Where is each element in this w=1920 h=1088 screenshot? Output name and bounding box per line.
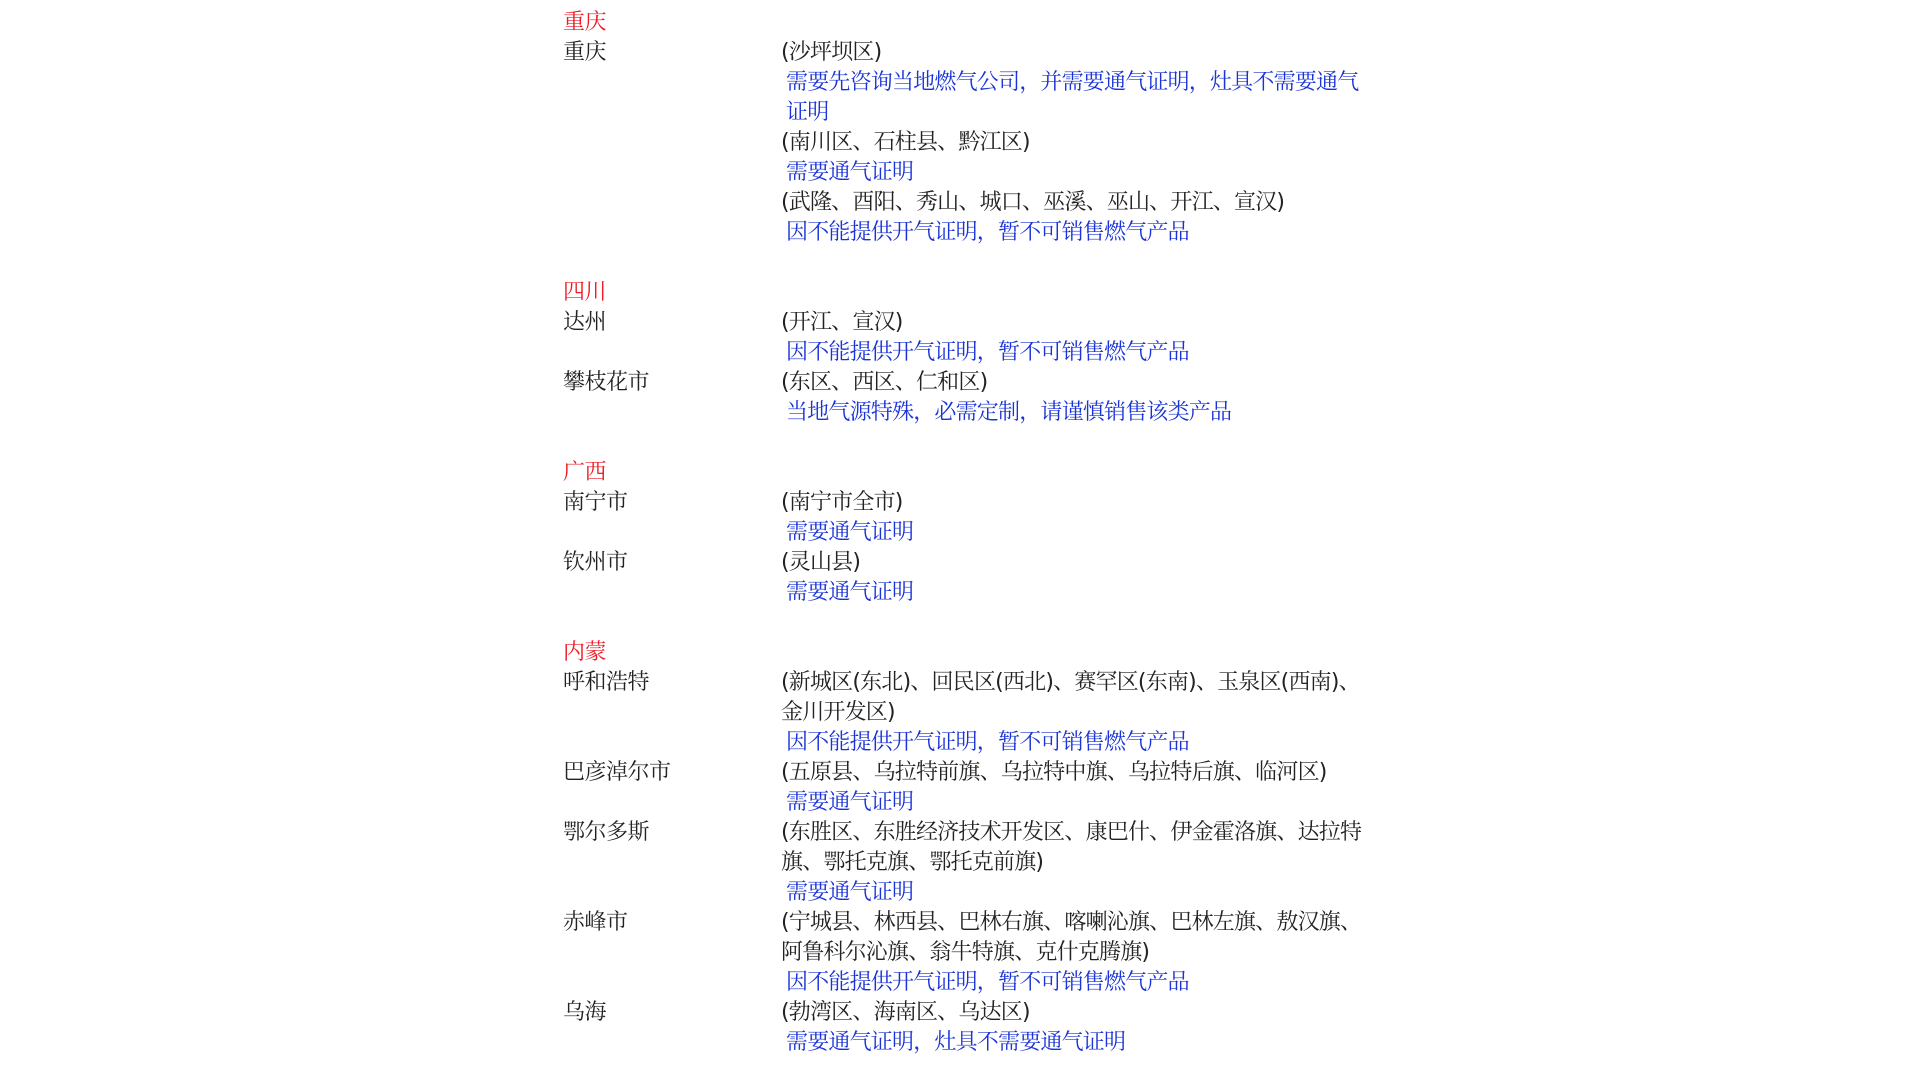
province-section [563,278,1363,428]
city-name: 巴彦淖尔市 [563,760,671,785]
city-details [781,998,1363,1058]
area-list: (宁城县、林西县、巴林右旗、喀喇沁旗、巴林左旗、敖汉旗、阿鲁科尔沁旗、翁牛特旗、克什克腾旗) [781,910,1362,965]
requirement-note: 需要通气证明 [786,160,914,185]
city-entry [563,908,1363,998]
requirement-note: 因不能提供开气证明，暂不可销售燃气产品 [786,340,1189,365]
province-title: 广西 [563,460,607,485]
area-list: (东区、西区、仁和区) [781,370,988,395]
city-entry [563,758,1363,818]
province-title: 内蒙 [563,640,607,665]
province-section [563,638,1363,1058]
city-details [781,668,1363,758]
province-section [563,8,1363,248]
requirement-note: 需要通气证明 [786,580,914,605]
area-list: (沙坪坝区) [781,40,882,65]
city-entry [563,488,1363,548]
city-name: 南宁市 [563,490,628,515]
area-list: (武隆、酉阳、秀山、城口、巫溪、巫山、开江、宣汉) [781,190,1285,215]
city-details [781,908,1363,998]
city-name: 攀枝花市 [563,370,650,395]
city-name: 赤峰市 [563,910,628,935]
requirement-note: 需要通气证明 [786,520,914,545]
city-entry [563,368,1363,428]
city-details [781,488,1363,548]
province-section [563,458,1363,608]
city-name: 呼和浩特 [563,670,650,695]
area-list: (南川区、石柱县、黔江区) [781,130,1030,155]
area-list: (南宁市全市) [781,490,903,515]
city-entry [563,668,1363,758]
document-body [563,8,1363,1088]
city-entry [563,548,1363,608]
requirement-note: 需要通气证明 [786,790,914,815]
requirement-note: 需要通气证明，灶具不需要通气证明 [786,1030,1126,1055]
city-name: 乌海 [563,1000,607,1025]
area-list: (五原县、乌拉特前旗、乌拉特中旗、乌拉特后旗、临河区) [781,760,1327,785]
city-name: 重庆 [563,40,607,65]
city-details [781,38,1363,248]
province-title: 重庆 [563,10,607,35]
requirement-note: 需要通气证明 [786,880,914,905]
city-entry [563,818,1363,908]
city-name: 鄂尔多斯 [563,820,650,845]
requirement-note: 因不能提供开气证明，暂不可销售燃气产品 [786,730,1189,755]
city-name: 钦州市 [563,550,628,575]
requirement-note: 当地气源特殊，必需定制，请谨慎销售该类产品 [786,400,1232,425]
city-details [781,548,1363,608]
requirement-note: 需要先咨询当地燃气公司，并需要通气证明，灶具不需要通气证明 [786,70,1359,125]
city-name: 达州 [563,310,607,335]
requirement-note: 因不能提供开气证明，暂不可销售燃气产品 [786,220,1189,245]
province-title: 四川 [563,280,607,305]
area-list: (勃湾区、海南区、乌达区) [781,1000,1030,1025]
city-details [781,818,1363,908]
requirement-note: 因不能提供开气证明，暂不可销售燃气产品 [786,970,1189,995]
city-entry [563,38,1363,248]
area-list: (开江、宣汉) [781,310,903,335]
city-entry [563,998,1363,1058]
area-list: (东胜区、东胜经济技术开发区、康巴什、伊金霍洛旗、达拉特旗、鄂托克旗、鄂托克前旗) [781,820,1362,875]
city-details [781,368,1363,428]
area-list: (灵山县) [781,550,861,575]
area-list: (新城区(东北)、回民区(西北)、赛罕区(东南)、玉泉区(西南)、金川开发区) [781,670,1360,725]
city-entry [563,308,1363,368]
city-details [781,308,1363,368]
city-details [781,758,1363,818]
